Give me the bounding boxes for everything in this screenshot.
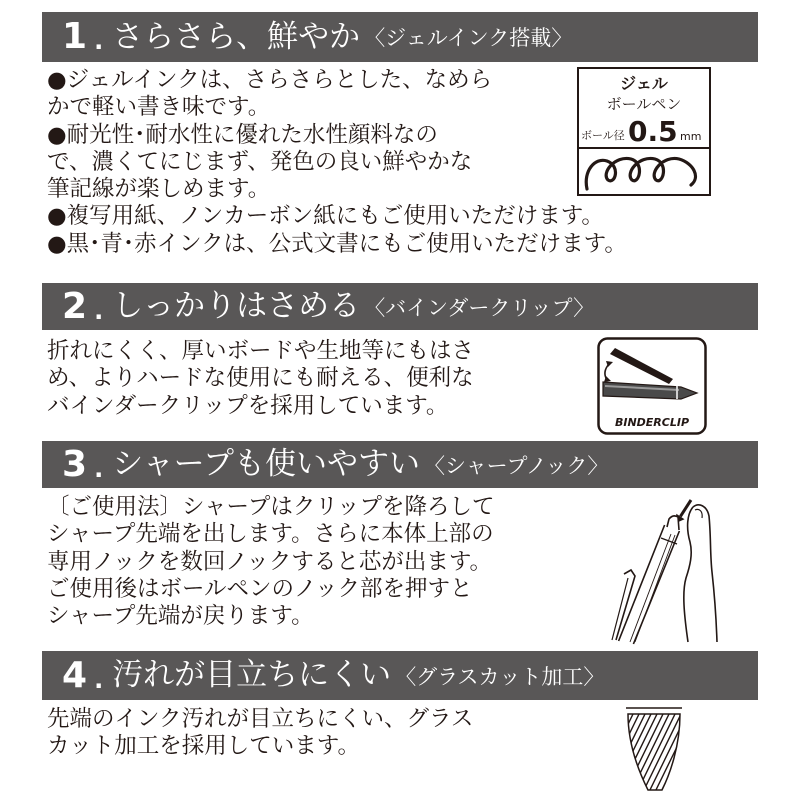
body-line: ●耐光性･耐水性に優れた水性顔料なの [47,121,438,148]
body-line: 先端のインク汚れが目立ちにくい、グラス [47,706,474,732]
body-line: ●複写用紙、ノンカーボン紙にもご使用いただけます。 [47,203,604,230]
body-line: シャープ先端を出します。さらに本体上部の [47,521,494,548]
hand-knock-illustration [598,494,718,644]
section-number: 1 [62,16,88,57]
section-title: しっかりはさめる [112,288,361,324]
section-3-header [42,441,758,488]
knock-button [667,516,679,530]
finger-outline [693,505,717,642]
body-line: カット加工を採用しています。 [47,733,360,760]
section-number-dot: . [94,27,104,55]
badge-tip-size: 0.5 [628,115,678,148]
section-subtitle: 〈シャープノック〉 [424,453,609,478]
section-subtitle: 〈バインダークリップ〉 [364,295,595,320]
body-line: で、濃くてにじまず、発色の良い鮮やかな [47,148,473,175]
badge-pen-type: ボールペン [606,95,682,113]
body-line: 〔ご使用法〕シャープはクリップを降ろして [47,494,495,520]
section-3-body [47,494,495,630]
section-number: 4 [62,654,88,696]
glass-cut-tip-illustration [622,704,686,794]
badge-tip-label: ボール径 [581,129,625,142]
finger-nail [695,509,702,518]
section-number-dot: . [94,454,104,483]
section-2-header [42,283,758,330]
section-title: 汚れが目立ちにくい [112,657,392,693]
body-line: かで軽い書き味です。 [47,94,271,121]
clip-badge-label: BINDERCLIP [614,416,690,429]
body-line: ●ジェルインクは、さらさらとした、なめら [47,67,493,93]
body-line: ご使用後はボールペンのノック部を押すと [47,575,473,602]
badge-ink-type: ジェル [620,74,668,93]
section-subtitle: 〈グラスカット加工〉 [395,664,605,689]
binder-clip-badge [597,337,707,435]
finger-outline [684,507,693,642]
body-line: ●黒･青･赤インクは、公式文書にもご使用いただけます。 [47,230,627,257]
section-4-header [42,651,758,700]
body-line: 筆記線が楽しめます。 [47,176,271,203]
tip-outline [628,714,680,790]
body-line: 折れにくく、厚いボードや生地等にもはさ [47,338,475,364]
section-subtitle: 〈ジェルインク搭載〉 [364,26,573,50]
section-title: シャープも使いやすい [112,446,421,482]
section-2-body [47,338,474,420]
pen-inner-line [630,534,671,642]
body-line: シャープ先端が戻ります。 [47,603,314,630]
badge-tip-unit: mm [680,130,702,143]
section-number-dot: . [94,665,104,694]
body-line: め、よりハードな使用にも耐える、便利な [47,365,474,392]
section-1-header [42,12,758,62]
section-title: さらさら、鮮やか [112,18,361,55]
body-line: バインダークリップを採用しています。 [47,392,449,419]
section-number-dot: . [94,296,104,325]
section-1-body [47,67,627,258]
gel-ballpoint-badge [577,67,711,197]
section-4-body [47,706,473,761]
body-line: 専用ノックを数回ノックすると芯が出ます。 [47,548,493,575]
section-number: 2 [62,285,88,327]
section-number: 3 [62,443,88,485]
